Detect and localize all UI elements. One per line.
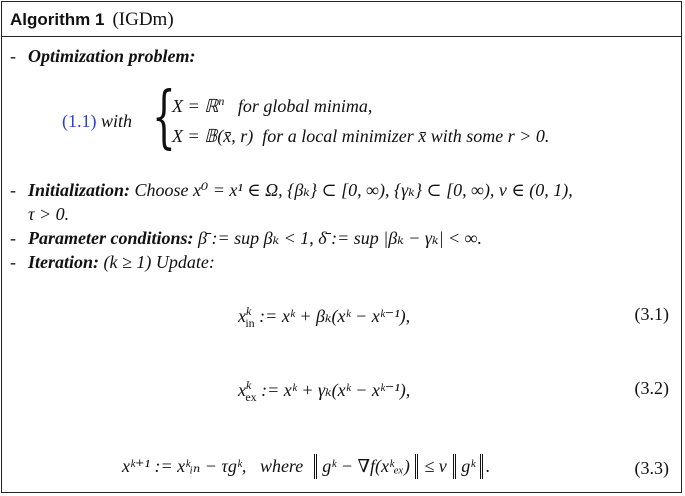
- case1-text: for global minima,: [237, 96, 373, 116]
- eq1-lhs: x: [238, 306, 246, 326]
- cases-prefix: [62, 111, 132, 132]
- iteration-heading: Iteration:: [28, 252, 100, 272]
- parameters-line: [10, 228, 482, 249]
- initialization-line-2: [28, 204, 69, 225]
- equation-3-2: [238, 378, 410, 405]
- bullet-dash: -: [10, 180, 16, 200]
- optimization-line: [10, 46, 196, 67]
- algorithm-name: (IGDm): [112, 9, 174, 30]
- eq2-lhs: x: [238, 380, 246, 400]
- bullet-dash: -: [10, 252, 16, 272]
- left-brace: {: [152, 78, 176, 157]
- eq3-lhs: xᵏ⁺¹ := xᵏᵢₙ − τgᵏ,: [122, 456, 247, 476]
- case-global: [172, 94, 372, 117]
- eq1-rhs: := xᵏ + βₖ(xᵏ − xᵏ⁻¹),: [259, 306, 411, 326]
- eq3-where: where: [259, 456, 304, 476]
- iteration-text: (k ≥ 1) Update:: [103, 252, 215, 272]
- equation-number-3-3: (3.3): [634, 458, 669, 478]
- optimization-heading: Optimization problem:: [28, 46, 196, 66]
- equation-number-3-2: (3.2): [634, 378, 669, 398]
- eq2-rhs: := xᵏ + γₖ(xᵏ − xᵏ⁻¹),: [261, 380, 411, 400]
- equation-3-3: [122, 454, 490, 479]
- bullet-dash: -: [10, 46, 16, 66]
- equation-3-1: [238, 304, 410, 331]
- case-local: [172, 126, 549, 147]
- with-word: with: [101, 111, 133, 131]
- initialization-text-2: τ > 0.: [28, 204, 70, 224]
- bullet-dash: -: [10, 228, 16, 248]
- case1-sup: n: [218, 94, 225, 108]
- equation-ref-link[interactable]: (1.1): [62, 111, 97, 131]
- eq2-lhs-sup: k: [246, 378, 252, 392]
- initialization-line: [10, 180, 573, 201]
- case2-math: X = 𝔹(x̄, r): [172, 126, 254, 146]
- eq3-end: .: [485, 456, 490, 476]
- case1-math: X = ℝ: [172, 96, 219, 116]
- equation-number-3-1: (3.1): [634, 304, 669, 324]
- eq3-norm-right: gᵏ: [453, 454, 483, 479]
- parameters-heading: Parameter conditions:: [28, 228, 194, 248]
- eq1-lhs-sup: k: [246, 304, 252, 318]
- iteration-line: [10, 252, 215, 273]
- initialization-text: Choose x⁰ = x¹ ∈ Ω, {βₖ} ⊂ [0, ∞), {γₖ} ⊂ [0, ∞), ν ∈ (0, 1),: [134, 180, 573, 200]
- eq1-lhs-sub: in: [245, 315, 255, 330]
- initialization-heading: Initialization:: [28, 180, 131, 200]
- eq3-norm-left: gᵏ − ∇f(xᵏₑₓ): [314, 454, 418, 479]
- parameters-text: β̄ := sup βₖ < 1, δ̄ := sup |βₖ − γₖ| < ∞.: [198, 228, 483, 248]
- case2-text: for a local minimizer x̄ with some r > 0.: [262, 126, 550, 146]
- algorithm-header: [2, 2, 681, 37]
- algorithm-box: [1, 1, 682, 493]
- eq2-lhs-sub: ex: [245, 389, 257, 404]
- algorithm-label: Algorithm 1: [10, 10, 105, 29]
- algorithm-title: [10, 9, 174, 31]
- eq3-rel: ≤ ν: [424, 456, 447, 476]
